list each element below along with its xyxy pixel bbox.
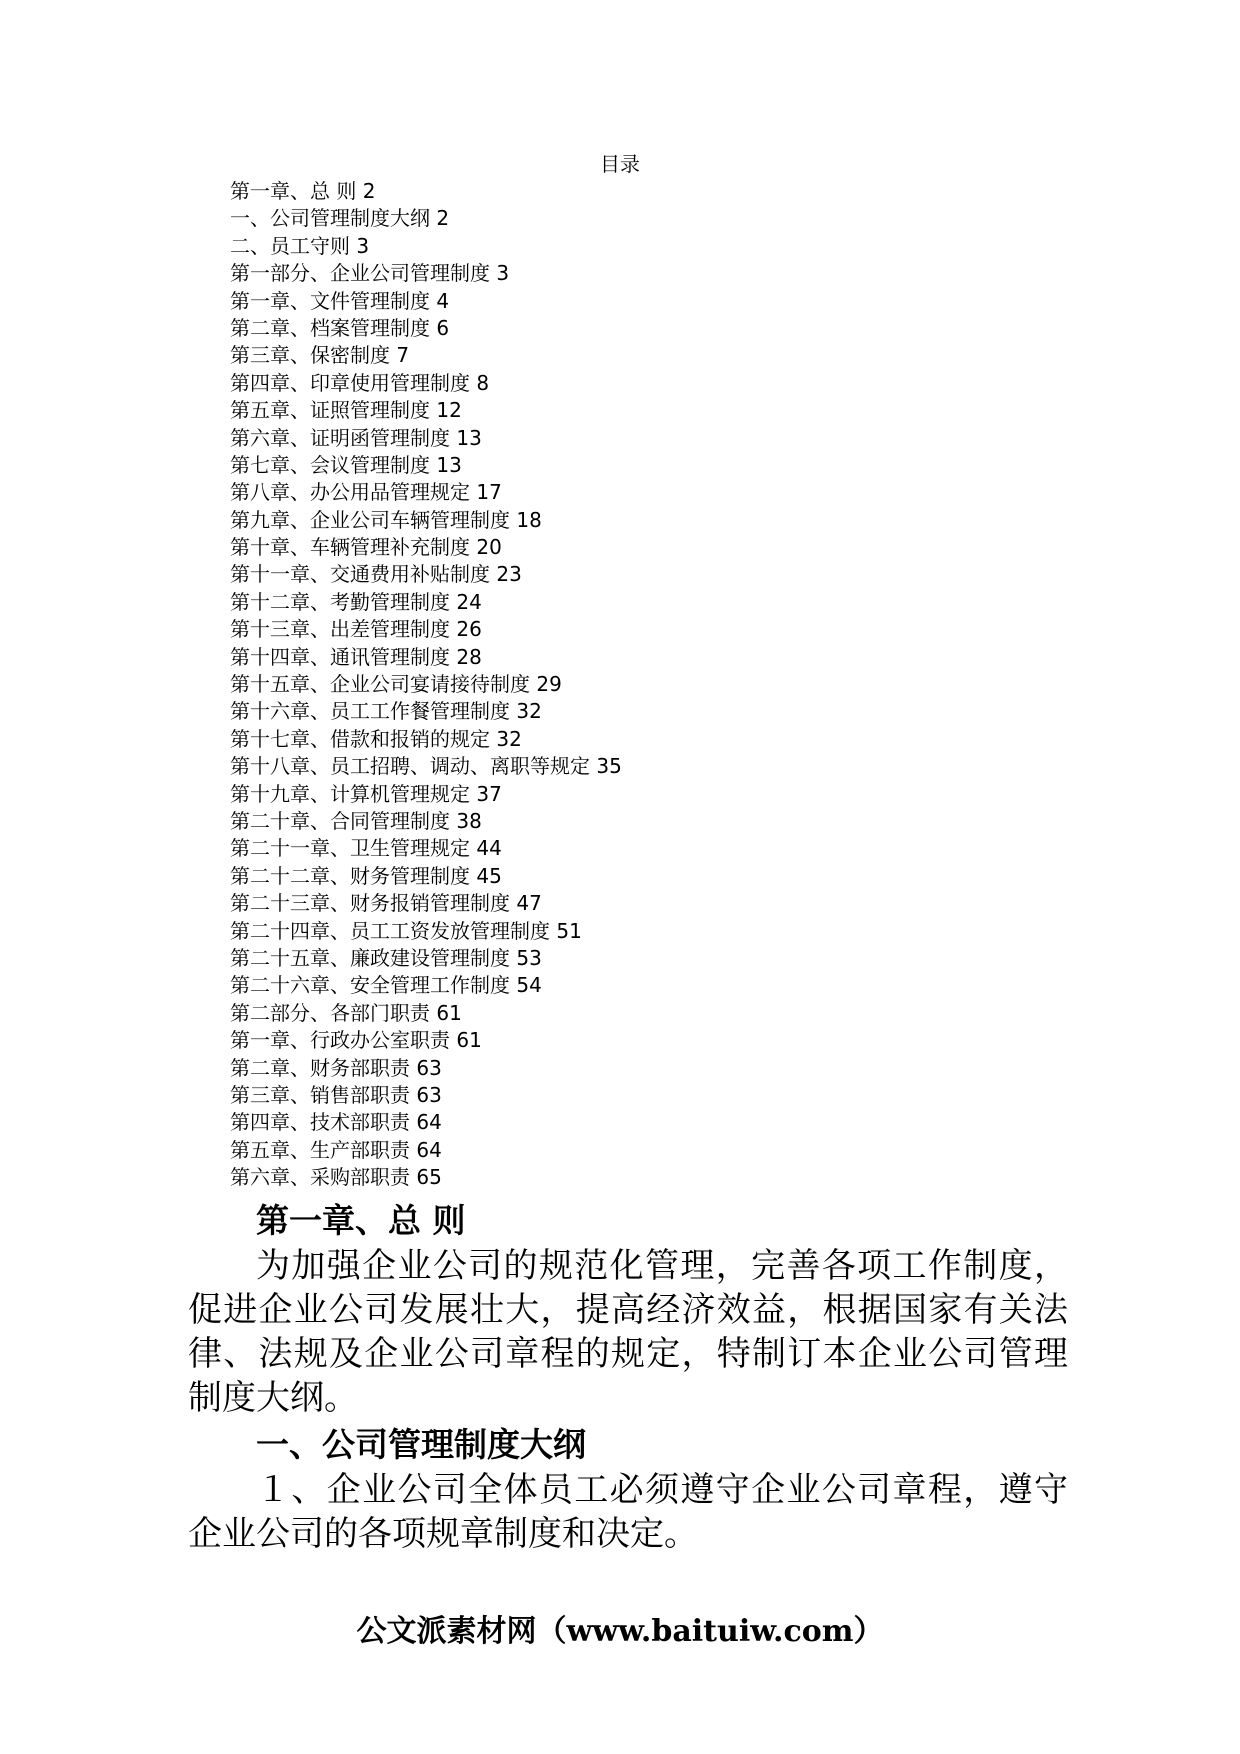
toc-entry[interactable]: 第十六章、员工工作餐管理制度 32: [230, 699, 542, 724]
toc-entry[interactable]: 二、员工守则 3: [230, 233, 370, 258]
footer-watermark: 公文派素材网（www.baituiw.com）: [356, 1614, 884, 1649]
document-body: [188, 1198, 1068, 1556]
toc-entry[interactable]: 第十七章、借款和报销的规定 32: [230, 726, 522, 751]
toc-entry[interactable]: 第三章、销售部职责 63: [230, 1082, 442, 1107]
toc-entry[interactable]: 第二十一章、卫生管理规定 44: [230, 836, 502, 861]
toc-entry[interactable]: 第三章、保密制度 7: [230, 343, 410, 368]
toc-entry[interactable]: 第二十三章、财务报销管理制度 47: [230, 891, 542, 916]
toc-entry[interactable]: 第十四章、通讯管理制度 28: [230, 644, 482, 669]
toc-entry[interactable]: 第一章、行政办公室职责 61: [230, 1028, 482, 1053]
toc-entry[interactable]: 第二十五章、廉政建设管理制度 53: [230, 945, 542, 970]
toc-entry[interactable]: 第二章、档案管理制度 6: [230, 315, 450, 340]
rule-item-1: １、企业公司全体员工必须遵守企业公司章程，遵守企业公司的各项规章制度和决定。: [188, 1470, 1068, 1554]
intro-paragraph: 为加强企业公司的规范化管理，完善各项工作制度，促进企业公司发展壮大，提高经济效益，根据国家有关法律、法规及企业公司章程的规定，特制订本企业公司管理制度大纲。: [188, 1246, 1068, 1418]
toc-entry[interactable]: 第四章、印章使用管理制度 8: [230, 370, 490, 395]
toc-entry[interactable]: 第十五章、企业公司宴请接待制度 29: [230, 672, 562, 697]
toc-entry[interactable]: 第二十二章、财务管理制度 45: [230, 863, 502, 888]
toc-entry[interactable]: 第二部分、各部门职责 61: [230, 1000, 462, 1025]
toc-entry[interactable]: 第一章、总 则 2: [230, 179, 376, 203]
toc-entry[interactable]: 第二十四章、员工工资发放管理制度 51: [230, 918, 582, 943]
toc-entry[interactable]: 第七章、会议管理制度 13: [230, 452, 462, 477]
toc-title: 目录: [600, 152, 640, 176]
toc-entry[interactable]: 第二十六章、安全管理工作制度 54: [230, 973, 542, 998]
toc-entry[interactable]: 第二章、财务部职责 63: [230, 1055, 442, 1080]
toc-entry[interactable]: 第十一章、交通费用补贴制度 23: [230, 562, 522, 587]
toc-entry[interactable]: 第二十章、合同管理制度 38: [230, 808, 482, 833]
toc-entry[interactable]: 第五章、证照管理制度 12: [230, 398, 462, 423]
section-heading: 一、公司管理制度大纲: [256, 1425, 586, 1464]
toc-entry[interactable]: 第六章、采购部职责 65: [230, 1165, 442, 1190]
chapter-heading: 第一章、总 则: [256, 1201, 466, 1240]
toc-entry[interactable]: 第八章、办公用品管理规定 17: [230, 480, 502, 505]
toc-entry[interactable]: 第九章、企业公司车辆管理制度 18: [230, 507, 542, 532]
toc-entry[interactable]: 第六章、证明函管理制度 13: [230, 425, 482, 450]
toc-entry[interactable]: 第十三章、出差管理制度 26: [230, 617, 482, 642]
toc-entry[interactable]: 第五章、生产部职责 64: [230, 1137, 442, 1162]
toc-entry[interactable]: 第一部分、企业公司管理制度 3: [230, 261, 510, 286]
toc-entry[interactable]: 一、公司管理制度大纲 2: [230, 206, 450, 231]
toc-entry[interactable]: 第十章、车辆管理补充制度 20: [230, 535, 502, 560]
toc-entry[interactable]: 第四章、技术部职责 64: [230, 1110, 442, 1135]
toc-entry[interactable]: 第一章、文件管理制度 4: [230, 288, 450, 313]
toc-entry[interactable]: 第十二章、考勤管理制度 24: [230, 589, 482, 614]
toc-entry[interactable]: 第十八章、员工招聘、调动、离职等规定 35: [230, 754, 622, 779]
table-of-contents: [230, 178, 622, 1191]
toc-entry[interactable]: 第十九章、计算机管理规定 37: [230, 781, 502, 806]
